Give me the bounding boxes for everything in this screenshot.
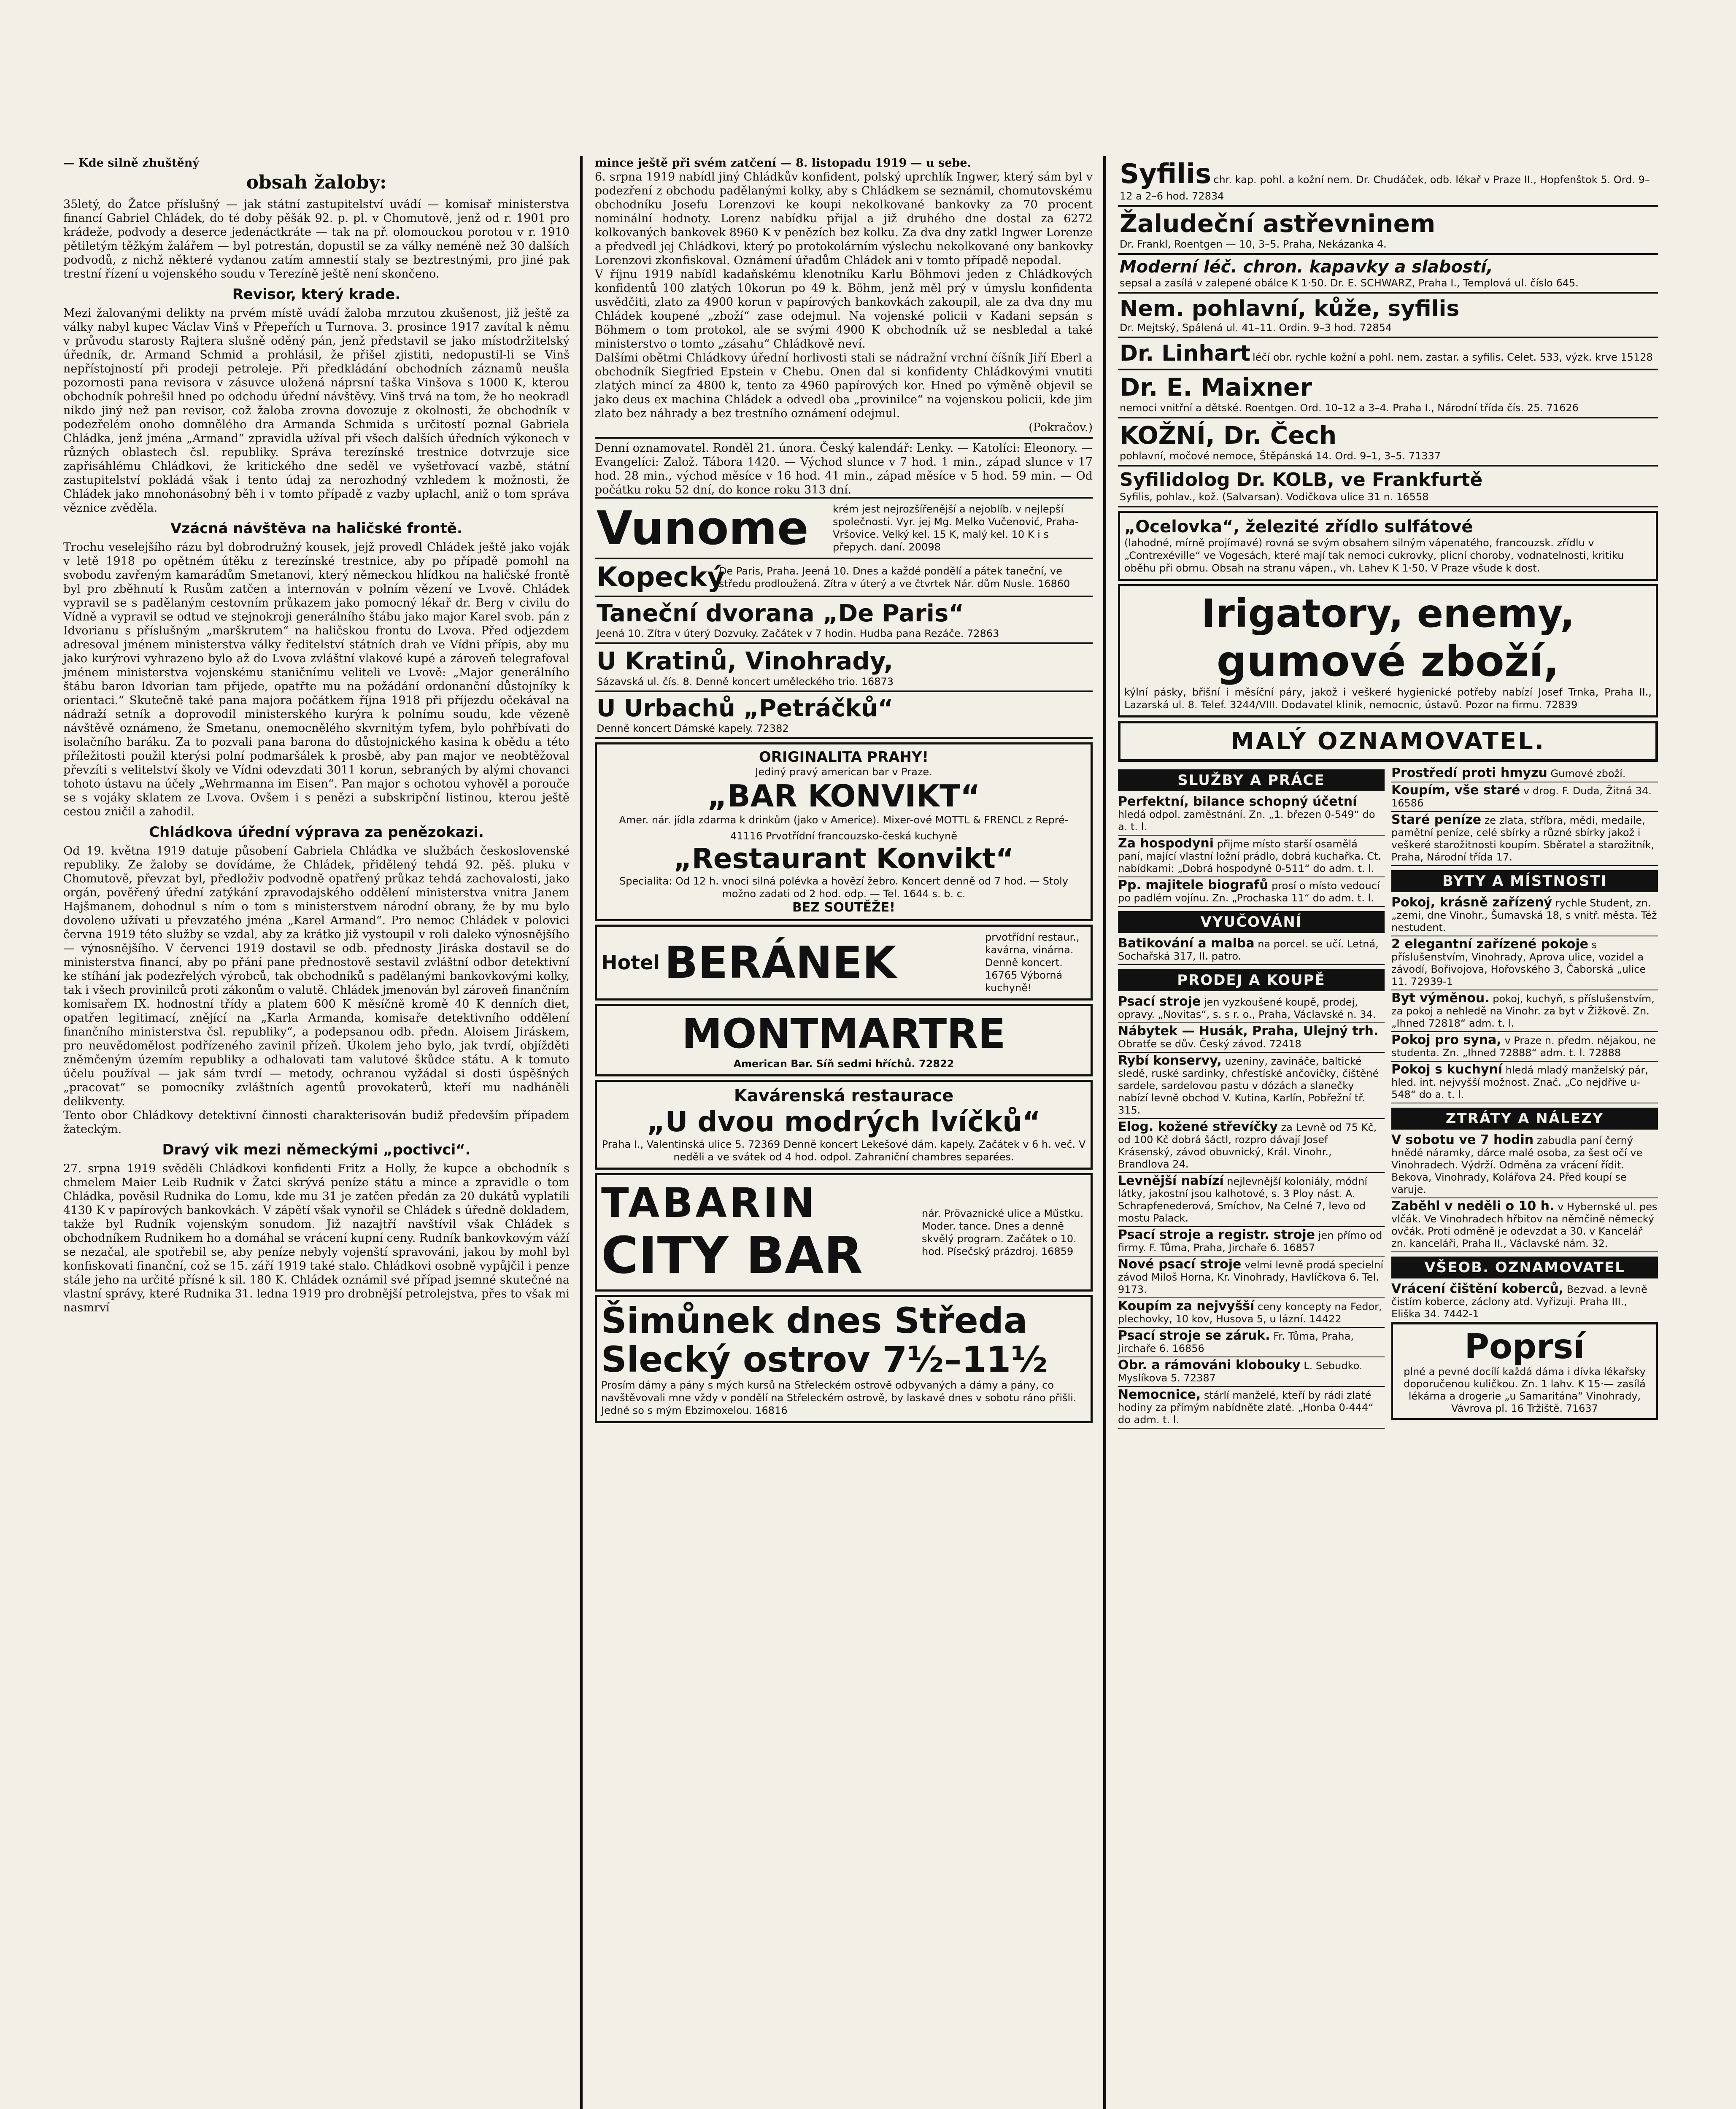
ad-text: nár. Prövaznické ulice a Műstku. Moder. tance. Dnes a denně skvělý program. Začátek o 10. hod. Písečský prázdroj. 16859 (922, 1207, 1084, 1257)
classified-item: Batikování a malba na porcel. se učí. Letná, Sochařská 317, II. patro. (1118, 936, 1385, 965)
ad-text: Sázavská ul. čís. 8. Denně koncert uměleckého trio. 16873 (597, 676, 894, 688)
classified-item: Za hospodyni přijme místo starší osamělá paní, mající vlastní ložní prádlo, dobrá kuchařka. Ct. nabídkami: „Dobrá hospodyně 0-511“ do adm. t. l. (1118, 836, 1385, 877)
classified-item: Koupím, vše staré v drog. F. Duda, Žitná 34. 16586 (1391, 782, 1658, 812)
classified-item: Psací stroje jen vyzkoušené koupě, prodej, opravy. „Novitas“, s. s r. o., Praha, Václavské n. 34. (1118, 994, 1385, 1023)
ad-title: U Urbachů (597, 695, 735, 722)
ad-montmartre (595, 1004, 1093, 1076)
ad-title: Vunome (597, 501, 809, 555)
ad-text: Syfilis, pohlav., kož. (Salvarsan). Vodičkova ulice 31 n. 16558 (1120, 491, 1429, 503)
article-paragraph: Dalšími obětmi Chládkovy úřední horlivosti stali se nádražní vrchní číšník Jiří Eberl a obchodník Siegfried Epstein v Chebu. Onen dal si konfidenty Chládkovými vnutiti zlatých mincí za 4800 k, tento za 4960 papírových kor. Hned po výměně objevil se jako deus ex machina Chládek a odvedl oba „provinilce“ na vojenskou policii, kde jim zlato bez náhrady a bez trestního oznámení odejmul. (595, 351, 1093, 420)
classified-item: Pokoj pro syna, v Praze n. předm. nějakou, ne studenta. Zn. „Ihned 72888“ adm. t. l. 72888 (1391, 1032, 1658, 1062)
ad-tabarin (595, 1173, 1093, 1292)
daily-calendar: Denní oznamovatel. Ronděl 21. února. Český kalendář: Lenky. — Katolíci: Eleonory. — Evangelíci: Založ. Tábora 1420. — Východ slunce v 7 hod. 1 min., západ slunce v 17 hod. 28 min., východ měsíce v 16 hod. 41 min., západ měsíce v 5 hod. 59 min. — Od počátku roku 52 dní, do konce roku 313 dní. (595, 442, 1093, 496)
ad-title: KOŽNÍ, Dr. Čech (1120, 421, 1337, 450)
ad-title: Nem. pohlavní, kůže, syfilis (1120, 296, 1460, 321)
ad-text: 41116 Prvotřídní francouzsko-česká kuchyně (730, 830, 957, 842)
classified-item: Nábytek — Husák, Praha, Ulejný trh. Obratťe se dův. Český závod. 72418 (1118, 1023, 1385, 1053)
classifieds-title: MALÝ OZNAMOVATEL. (1230, 728, 1546, 755)
ad-title: „Restaurant Konvikt“ (673, 842, 1014, 875)
ad-text: Jeená 10. Zítra v úterý Dozvuky. Začátek v 7 hodin. Hudba pana Rezáče. 72863 (597, 628, 999, 639)
classified-item: Obr. a rámováni klobouky L. Sebudko. Myslíkova 5. 72387 (1118, 1357, 1385, 1387)
ad-text: léčí obr. rychle kožní a pohl. nem. zastar. a syfilis. Celet. 533, výzk. krve 15128 (1252, 351, 1653, 363)
ad-cech (1118, 418, 1658, 467)
article-paragraph: 35letý, do Žatce příslušný — jak státní zastupitelství uvádí — komisař ministerstva financí Gabriel Chládek, do té doby pěšák 92. p. pl. v Chomutově, jenž od r. 1901 pro krádeže, podvody a deserce jedenáctkráte — tak na př. olomouckou porotou v r. 1910 pětiletým těžkým žalářem — byl potrestán, dopustil se za války neméně než 30 dalších podvodů, z nichž některé vydanou zatím amnestií staly se beztrestnými, pro jiné pak trestní řízení u vojenského soudu v Terezíně ještě není skončeno. (63, 198, 570, 280)
ad-kicker: ORIGINALITA PRAHY! (759, 749, 929, 766)
ad-title: U Kratinů, Vinohrady, (597, 647, 894, 675)
ad-text: (lahodné, mírně projímavé) rovná se svým obsahem silným vápenatého, francouzsk. zřídlu v „Contrexéville“ ve Vogesách, které mají tak nemoci cukrovky, plicní choroby, vodnatelnosti, kritiku oběhu při obrnu. Obsah na stranu vápen., vh. Lahev K 1·50. V Praze všude k dost. (1124, 537, 1624, 574)
classifieds-header (1118, 721, 1658, 762)
section-heading: Chládkova úřední výprava za penězokazi. (149, 824, 484, 841)
classified-item: Byt výměnou. pokoj, kuchyň, s příslušenstvím, za pokoj a nehledě na Vinohr. za byt v Žižkově. Zn. „Ihned 72818“ adm. t. l. (1391, 990, 1658, 1032)
ad-chudacek (1118, 156, 1658, 207)
ad-text: De Paris, Praha. Jeená 10. Dnes a každé pondělí a pátek taneční, ve středu prodloužená. Zítra v úterý a ve čtvrtek Nár. dům Nusle. 16860 (719, 565, 1070, 590)
ad-label: Hotel (601, 951, 660, 974)
classified-item: Nové psací stroje velmi levně prodá specielní závod Miloš Horna, Kr. Vinohrady, Havlíčkova 6. Tel. 9173. (1118, 1257, 1385, 1298)
ad-bar-konvikt (595, 742, 1093, 921)
ad-kicker: Kavárenská restaurace (734, 1086, 954, 1106)
ad-schwarz (1118, 255, 1658, 294)
ad-text: Dr. Frankl, Roentgen — 10, 3–5. Praha, Nekázanka 4. (1120, 238, 1387, 250)
article-paragraph: Tento obor Chládkovy detektivní činnosti charakterisován budiž především případem žateckým. (63, 1109, 570, 1136)
classified-item: Rybí konservy, uzeniny, zavináče, baltické sledě, ruské sardinky, chřestíské ančovičky, čištěné sardele, sardelovou pastu v dózách a slanečky nabízí levně obchod V. Kutina, Karlín, Pobřežní tř. 315. (1118, 1053, 1385, 1119)
ad-ocelovka (1118, 511, 1658, 581)
ad-title: Taneční dvorana „De Paris“ (597, 600, 964, 627)
ad-text: Prosím dámy a pány s mých kursů na Střeleckém ostrově odbyvaných a dámy a pány, co navštěvovali mne vždy v pondělí na Střeleckém ostrově, by laskavé dnes v sobotu ráno přišli. Jedné so s mým Ebzimoxelou. 16816 (601, 1379, 1077, 1416)
ad-text: krém jest nejrozšířenější a nejoblíb. v nejlepší společnosti. Vyr. jej Mg. Melko Vučenović, Praha-Vršovice. Velký kel. 15 K, malý kel. 10 K i s přepych. daní. 20098 (833, 503, 1079, 553)
ad-beranek (595, 925, 1093, 1001)
article-paragraph: Mezi žalovanými delikty na prvém místě uvádí žaloba mrzutou zkušenost, již ještě za války nabyl kupec Václav Vinš v Přepeřích u Turnova. 3. prosince 1917 zavítal k němu v průvodu starosty Rajtera slušně oděný pán, jenž představil se jako místodržitelský úředník, dr. Armand Schmid a prohlásil, že přišel zjistiti, nedopustil-li se Vinš nepřístojností při prodeji petroleje. Při předkládání obchodních záznamů neušla pozornosti pana revisora v zásuvce uložená náprsní taška Vinšova s 1000 K, kterou obchodník pohrešil hned po odchodu úřední návštěvy. Vinš trvá na tom, že ho neokradl nikdo jiný než pan revisor, což žaloba zrovna dovozuje z okolnosti, že obchodník v podezřelém onoho domnělého dra Armanda Schmida s určitostí poznal Gabriela Chládka, jenž jména „Armand“ zpravidla užíval při všech dalších úředních výkonech v různých oblastech čsl. republiky. Správa terezínské trestnice dotvrzuje sice zapřisáhlému Chládkovi, že kritického dne seděl ve vyšetřovací vazbě, státní zastupitelství pokládá však i tento údaj za nerozhodný vzhledem k možnosti, že Chládek jako mnohonásobný běh i v tomto případě z vazby uplachl, aniž o tom správa věznice zvěděla. (63, 307, 570, 515)
ad-title: Syfilidolog Dr. KOLB, ve Frankfurtě (1120, 469, 1483, 491)
classified-item: 2 elegantní zařízené pokoje s příslušenstvím, Vinohrady, Aprova ulice, vozidel a závodí, Bořivojova, Hořovského 3, Čaborská „ulice 11. 72939-1 (1391, 936, 1658, 990)
ad-urbachu (595, 692, 1093, 739)
ad-text: Dr. Mejtský, Spálená ul. 41–11. Ordin. 9–3 hod. 72854 (1120, 322, 1392, 334)
column-right (1118, 156, 1658, 1429)
column-divider (1103, 156, 1106, 2109)
classified-item: Psací stroje se záruk. Fr. Tůma, Praha, Jirchaře 6. 16856 (1118, 1328, 1385, 1357)
ad-poprsi: Poprsí plné a pevné docílí každá dáma i dívka lékařsky doporučenou kuličkou. Zn. 1 lahv. K 15·— zasílá lékárna a drogerie „u Samaritána“ Vinohrady, Vávrova pl. 16 Tržiště. 71637 (1391, 1323, 1658, 1420)
ad-title: Syfilis (1120, 159, 1212, 190)
category-banner: SLUŽBY A PRÁCE (1118, 769, 1385, 791)
classified-item: Prostředí proti hmyzu Gumové zboží. (1391, 765, 1658, 782)
classified-item: Nemocnice, stárlí manželé, kteří by rádi zlaté hodiny za přímým nabídněte zlaté. „Honba 0-444“ do adm. t. l. (1118, 1387, 1385, 1429)
classified-item: Koupím za nejvyšší ceny koncepty na Fedor, plechovky, 10 kov, Husova 5, u lázní. 14422 (1118, 1298, 1385, 1328)
ad-dvou-modrych-lvicku (595, 1080, 1093, 1170)
category-banner: ZTRÁTY A NÁLEZY (1391, 1108, 1658, 1130)
newspaper-page (63, 156, 1658, 2109)
continued-note: (Pokračov.) (1029, 421, 1093, 434)
ad-tanecni-dvorana (595, 597, 1093, 644)
ad-title: Dr. E. Maixner (1120, 373, 1312, 402)
category-banner: VYUČOVÁNÍ (1118, 911, 1385, 933)
ad-subtitle: Slecký ostrov 7½–11½ (601, 1339, 1048, 1380)
ad-title: TABARIN (601, 1179, 817, 1227)
ad-title: „BAR KONVIKT“ (707, 778, 980, 814)
ad-title: „Ocelovka“, železité zřídlo sulfátové (1124, 517, 1473, 537)
ad-irigatory (1118, 584, 1658, 717)
classifieds-left (1118, 765, 1385, 1429)
ad-title: Moderní léč. chron. kapavky a slabostí, (1120, 257, 1493, 277)
ad-title-alt: „Petráčků“ (743, 695, 894, 722)
ad-text: pohlavní, močové nemoce, Štěpánská 14. Ord. 9–1, 3–5. 71337 (1120, 450, 1441, 462)
classified-item: Vrácení čištění koberců, Bezvad. a levně čistím koberce, záclony atd. Vyřizuji. Praha III., Eliška 34. 7442-1 (1391, 1281, 1658, 1323)
ad-text: Amer. nár. jídla zdarma k drinkům (jako v Americe). Mixer-ové MOTTL & FRENCL z Repré- (619, 814, 1069, 826)
classifieds-grid (1118, 765, 1658, 1429)
ad-text: prvotřídní restaur., kavárna, vinárna. Denně koncert. 16765 Výborná kuchyně! (985, 931, 1080, 994)
article-paragraph: Trochu veselejšího rázu byl dobrodružný kousek, jejž provedl Chládek ještě jako voják v letě 1918 po opětném útěku z terezínské trestnice, aby po případě pomohl na svobodu zavřeným kamarádům Smetanovi, který německou hlídkou na haličské frontě byl pro zběhnutí k Rusům zatčen a internován v polním vězení ve Lvově. Chládek vypravil se s padělaným cestovním průkazem jako pomocný lékař dr. Berg v civilu do Vídně a vypravil se odtud ve stejnokroji generálního štábu jako major Karel svob. pán z Idvorianu s příslušným „marškrutem“ na haličskou frontu do Lvova. Před odjezdem adresoval jménem ministerstva války ředitelství státních drah ve Vídni přípis, aby mu jako kurýrovi vyhrazeno bylo až do Lvova zvláštní vlakové kupé a zároveň telegrafoval jménem ministerstva vojenskému staničnímu veliteli ve Lvově: „Major generálního štábu baron Idvorian tam přijede, opatřte mu na požádání ordonanční důstojníky k orientaci.“ Skutečně také pana majora počátkem října 1918 při příjezdu očekával na nádraží setník a doprovodil ministerského kurýra k polnímu soudu, kde vězeně návštěvě oznámeno, že Smetanu, onemocnělého skvrnitým tyfem, bylo pohřbívati do isolačního baráku. Za to pozvali pana barona do důstojnického kasina k obědu a této příležitosti použil kterýsi polní podmaršálek k prosbě, aby pan major ve neobtěžoval převzíti s velitelství školy ve Vídni odevzdati 3011 korun, sebraných by alými chovanci tohoto ústavu na účely „Wehrmanna im Eisen“. Pan major s ochotou vyhověl a porouče se s vojáky sklatem ze Lvova. Ovšem i s penězi a subskripční listinou, kterou ještě cestou zničil a zahodil. (63, 541, 570, 818)
ad-text: American Bar. Síň sedmi hříchů. 72822 (733, 1058, 954, 1070)
ad-linhart (1118, 338, 1658, 370)
ad-text: sepsal a zasílá v zalepené obálce K 1·50. Dr. E. SCHWARZ, Praha I., Templová ul. číslo 645. (1120, 277, 1579, 289)
ad-kratinu (595, 644, 1093, 692)
ad-title: Šimůnek dnes Středa (601, 1300, 1028, 1341)
ad-kolb (1118, 467, 1658, 507)
ad-text: chr. kap. pohl. a kožní nem. Dr. Chudáček, odb. lékař v Praze II., Hopfenštok 5. Ord. 9–12 a 2–6 hod. 72834 (1120, 174, 1650, 202)
article-continuation: mince ještě při svém zatčení — 8. listopadu 1919 — u sebe. (595, 156, 971, 170)
kicker: — Kde silně zhuštěný (63, 156, 200, 170)
ad-vunome (595, 497, 1093, 559)
ad-title-city: CITY BAR (601, 1227, 863, 1285)
section-heading: Vzácná návštěva na haličské frontě. (170, 520, 462, 537)
classifieds-right (1391, 765, 1658, 1429)
ad-title: Irigatory, enemy, (1201, 591, 1575, 636)
classified-item: Zaběhl v neděli o 10 h. v Hybernské ul. pes vlčák. Ve Vinohradech hřbitov na němčině německý ovčák. Proti odměně je odevzdat a 30. v Kancelář zn. kanceláři, Praha II., Václavské nám. 32. (1391, 1198, 1658, 1252)
classified-item: Pokoj, krásně zařízený rychle Student, zn. „zemi, dne Vinohr., Šumavská 18, s vnitř. města. Též nestudent. (1391, 895, 1658, 936)
section-heading: Revisor, který krade. (232, 286, 401, 303)
classified-item: Pokoj s kuchyní hledá mladý manželský pár, hled. int. nejvyšší možnost. Znač. „Co nejdříve u-548“ do a. t. l. (1391, 1062, 1658, 1103)
ad-kopecky (595, 559, 1093, 597)
article-paragraph: Od 19. května 1919 datuje působení Gabriela Chládka ve službách československé republiky. Ze žaloby se dovídáme, že Chládek, přidělený tehdá 92. pěš. pluku v Chomutově, převzat byl, předloživ podvodně opatřený průkaz tehdá zachovalosti, jako orgán, pověřený úřední zatýkání zpravodajského oddělení ministerstva vnitra Janem Hajšmanem, dohodnul s ním o tom s ministerstvem národní obrany, že by mu bylo dovoleno užívati u převzatého jména „Karel Armand“. Pro nemoc Chládek v polovici června 1919 této služby se vzdal, aby za krátko již vystoupil v roli daleko výnosnějšího — výnosnějšího. V červenci 1919 dostavil se odb. přednosty Jiráska dostavil se do ministerstva financí, aby po přání pane přednostově sestavil zvláštní odbor detektivní ke stíhání jak podezřelých výrobců, tak obchodníků s padělanými bankovkovými kolky, tak i všech provinilců proti zákonům o valutě. Chládek jmenován byl zároveň finančním komisařem IX. hodnostní třídy a platem 600 K měsíčně kromě 40 K denních diet, opatřen legitimací, znějící na „Karla Armanda, komisaře detektivního oddělení finančního ministerstva čsl. republiky“, a podepsanou odb. předn. Aloisem Jiráskem, pro neuvědomělost podřízeného zavinil přízeň. Úkolem jeho bylo, jak tvrdí, objížděti zněmčeným územím republiky a odhalovati tam valutové škůdce státu. A k tomuto účelu používal — jak sám tvrdí — metody, ochranou vyžádal si dosti úspěšných „pracovat“ se pomocníky zvláštních agentů provokaterů, kteří mu nadháněli delikventy. (63, 844, 570, 1108)
ad-footer: BEZ SOUTĚŽE! (792, 900, 895, 915)
ad-title: Kopecký (597, 562, 725, 593)
ad-text: Jediný pravý american bar v Praze. (755, 766, 932, 778)
classified-item: Staré peníze ze zlata, stříbra, mědi, medaile, pamětní peníze, celé sbírky a různé sbírky jakož i veškeré starožitnosti koupím. Sběratel a starožitník, Praha, Národní třída 17. (1391, 812, 1658, 866)
classified-item: Perfektní, bilance schopný účetní hledá odpol. zaměstnání. Zn. „1. březen 0-549“ do a. t. l. (1118, 794, 1385, 836)
section-heading: Dravý vik mezi německými „poctivci“. (162, 1141, 471, 1158)
article-paragraph: 27. srpna 1919 svěděli Chládkovi konfidenti Fritz a Holly, že kupce a obchodník s chmelem Maier Leib Rudnik v Žatci skrývá peníze státu a mince a zpravidle o tom Chládka, pověsil Rudnika do Lomu, kde mu 31 je zatčen předán za 20 dukátů vyplatili 4130 K v papírových bankovkách. V zápětí však vynořil se Chládek s úředně dokladem, takže byl Rudník vojenským sonudom. Již nazajtří navštívil však Chládek s obchodníkem Rudnikem ho a domáhal se vrácení kupní ceny. Rudník bankovkovým váží se nezačal, ale spotřebil se, aby peníze nebyly vojenští spravováni, jakou by mohl byl konfiskovati finanční, což se 15. září 1919 také stalo. Chládkovi osobně vypůjčil i penze stále jeho na určité přísné k sil. 180 K. Chládek oznámil své případ jsemné skutečné na vlastní správy, které Rudnika 31. ledna 1919 pro drobnější petrolejstva, přes to však mi nasmrví (63, 1162, 570, 1314)
ad-title: BERÁNEK (664, 937, 896, 988)
article-paragraph: 6. srpna 1919 nabídl jiný Chládkův konfident, polský uprchlík Ingwer, který sám byl v podezření z obchodu padělanými kolky, aby s Chládkem se seznámil, chomutovskému obchodníku Josefu Lorenzovi ke koupi nekolkované bankovky za 70 procent nominální hodnoty. Lorenz nabídku přijal a již druhého dne dostal za 6272 kolkovaných bankovek 8960 K v penězích bez kolku. Za dva dny zatkl Ingwer Lorenze a předvedl jej Chládkovi, který po protokolárním výslechu nekolkované ony bankovky Lorenzovi zkonfiskoval. Oznámení úřadům Chládek ani v tomto případě nepodal. (595, 170, 1093, 267)
ad-text: Denně koncert Dámské kapely. 72382 (597, 723, 789, 734)
ad-text: Praha I., Valentinská ulice 5. 72369 Denně koncert Lekešové dám. kapely. Začátek v 6 h. več. V neděli a ve svátek od 4 hod. odpol. Zahraniční chambres separées. (602, 1138, 1086, 1163)
ad-text: kýlní pásky, břišní i měsíční páry, jakož i veškeré hygienické potřeby nabízí Josef Trnka, Praha II., Lazarská ul. 8. Telef. 3244/VIII. Dodavatel klinik, nemocnic, ústavů. Pozor na firmu. 72839 (1124, 686, 1652, 711)
article-title: obsah žaloby: (246, 172, 387, 193)
classified-item: V sobotu ve 7 hodin zabudla paní černý hnědé náramky, dárce malé osoba, za šest očí ve Vinohradech. Výdrží. Odměna za vrácení řídit. Bekova, Vinohrady, Kolářova 24. Před koupí se varuje. (1391, 1132, 1658, 1198)
column-middle (595, 156, 1093, 1427)
ad-title: Dr. Linhart (1120, 341, 1250, 366)
ad-title: Žaludeční astřevninem (1120, 209, 1436, 238)
ad-text: Specialita: Od 12 h. vnoci silná polévka a hovězí žebro. Koncert denně od 7 hod. — Stoly možno zadati od 2 hod. odp. — Tel. 1644 s. b. c. (619, 875, 1069, 900)
ad-title: „U dvou modrých lvíčků“ (647, 1106, 1041, 1138)
ad-maixner (1118, 370, 1658, 418)
column-left (63, 156, 570, 1315)
ad-text: nemoci vnitřní a dětské. Roentgen. Ord. 10–12 a 3–4. Praha I., Národní třída čís. 25. 71626 (1120, 402, 1579, 414)
classified-item: Levnější nabízí nejlevnější koloniály, módní látky, jakostní jsou kalhotové, s. 3 Ploy nást. A. Schrapfenederová, Smíchov, Na Celné 7, levo od mostu Palack. (1118, 1173, 1385, 1227)
category-banner: BYTY A MÍSTNOSTI (1391, 870, 1658, 892)
ad-simunek (595, 1295, 1093, 1423)
ad-title-2: gumové zboží, (1216, 636, 1560, 686)
ad-mejtsky (1118, 294, 1658, 338)
category-banner: VŠEOB. OZNAMOVATEL (1391, 1257, 1658, 1278)
ad-frankl (1118, 207, 1658, 255)
ad-title: MONTMARTRE (682, 1010, 1006, 1057)
category-banner: PRODEJ A KOUPĚ (1118, 969, 1385, 991)
classified-item: Psací stroje a registr. stroje jen přímo od firmy. F. Tůma, Praha, Jirchaře 6. 16857 (1118, 1227, 1385, 1257)
classified-item: Pp. majitele biografů prosí o místo vedoucí po padlém vojínu. Zn. „Prochaska 11“ do adm. t. l. (1118, 877, 1385, 907)
column-divider (580, 156, 583, 2109)
classified-item: Elog. kožené střevíčky za Levně od 75 Kč, od 100 Kč dobrá šáctl, rozpro dávají Josef Krásenský, závod obuvnický, Král. Vinohr., Brandlova 24. (1118, 1119, 1385, 1173)
article-paragraph: V říjnu 1919 nabídl kadaňskému klenotníku Karlu Böhmovi jeden z Chládkových konfidentů 100 zlatých 10korun po 49 k. Böhm, jenž měl prý v úmyslu konfidenta usvědčiti, zlato za 4900 korun v papírových bankovkách zakoupil, ale za dva dny mu Chládek koupené „zboží“ zase odejmul. Na vojenské policii v Kadani sepsán s Böhmem o tom protokol, ale se svými 4900 K obchodník už se nesbledal a také ministerstvo o tomto „zásahu“ Chládkově neví. (595, 268, 1093, 351)
